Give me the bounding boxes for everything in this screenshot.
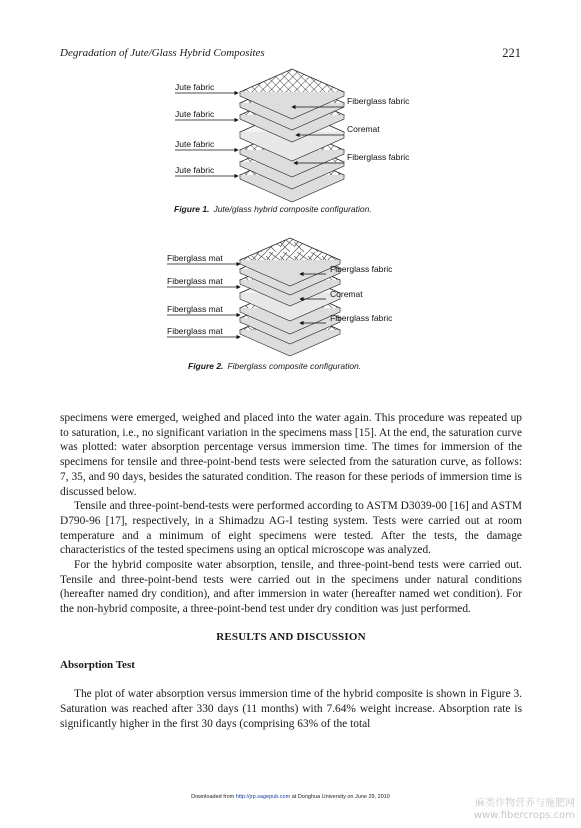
fig2-left-label: Fiberglass mat bbox=[167, 253, 223, 263]
figure-2 bbox=[0, 238, 581, 378]
fig1-left-label: Jute fabric bbox=[175, 139, 215, 149]
figure-1-diagram bbox=[0, 72, 581, 220]
ply-stack bbox=[240, 69, 344, 202]
fig2-right-label: Fiberglass fabric bbox=[330, 264, 393, 274]
ply-stack bbox=[240, 238, 340, 356]
fig1-right-label: Fiberglass fabric bbox=[347, 152, 410, 162]
figure-1-caption-label: Figure 1. bbox=[174, 204, 210, 214]
fig2-left-label: Fiberglass mat bbox=[167, 276, 223, 286]
fig2-left-label: Fiberglass mat bbox=[167, 326, 223, 336]
paragraph: For the hybrid composite water absorption, tensile, and three-point-bend tests were carried out. Tensile and three-point-bend tests were carried out in the specimens under natural conditions (hereafter named dry condition), and after immersion in water (hereafter named wet condition). For the non-hybrid composite, a three-point-bend test under dry condition was just performed. bbox=[60, 559, 522, 616]
figure-2-diagram bbox=[0, 238, 581, 378]
figure-2-caption-label: Figure 2. bbox=[188, 361, 224, 371]
fig2-left-label: Fiberglass mat bbox=[167, 304, 223, 314]
watermark-line: www.fibercrops.com bbox=[473, 810, 575, 821]
figure-1-caption bbox=[174, 204, 372, 214]
footer-suffix: at Donghua University on June 29, 2010 bbox=[290, 794, 390, 800]
figure-2-caption-text: Fiberglass composite configuration. bbox=[227, 361, 362, 371]
body-text bbox=[60, 411, 522, 731]
figure-1-caption-text: Jute/glass hybrid composite configuration. bbox=[213, 204, 372, 214]
fig2-right-label: Fiberglass fabric bbox=[330, 313, 393, 323]
footer-link[interactable]: http://jrp.sagepub.com bbox=[235, 794, 291, 800]
running-title: Degradation of Jute/Glass Hybrid Composites bbox=[60, 47, 265, 59]
paragraph: Tensile and three-point-bend-tests were performed according to ASTM D3039-00 [16] and ASTM D790-96 [17], respectively, in a Shimadzu AG-I testing system. Tests were carried out at room temperature and a minimum of eight specimens were tested. After the tests, the damage characteristics of the tested specimens using an optical microscope was analyzed. bbox=[60, 500, 522, 557]
paragraph: specimens were emerged, weighed and placed into the water again. This procedure was repeated up to saturation, i.e., no significant variation in the specimens mass [15]. At the end, the saturation curve was plotted: water absorption percentage versus immersion time. The times for immersion of the specimens for tensile and three-point-bend tests were selected from the saturation curve, as follows: 7, 35, and 90 days, besides the saturated condition. The reason for these periods of immersion time is discussed below. bbox=[60, 412, 522, 498]
paragraph: The plot of water absorption versus immersion time of the hybrid composite is shown in Figure 3. Saturation was reached after 330 days (11 months) with 7.64% weight increase. Absorption rate is significantly higher in the first 30 days (comprising 63% of the total bbox=[60, 688, 522, 730]
fig2-right-label: Coremat bbox=[330, 289, 363, 299]
fig1-left-label: Jute fabric bbox=[175, 82, 215, 92]
fig1-right-label: Fiberglass fabric bbox=[347, 96, 410, 106]
fig1-left-label: Jute fabric bbox=[175, 165, 215, 175]
watermark-line: 麻类作物营养与施肥网 bbox=[475, 798, 575, 809]
subsection-heading: Absorption Test bbox=[60, 658, 135, 671]
section-heading: RESULTS AND DISCUSSION bbox=[216, 630, 366, 643]
fig1-left-label: Jute fabric bbox=[175, 109, 215, 119]
page-header bbox=[60, 47, 521, 63]
footer-prefix: Downloaded from bbox=[191, 794, 236, 800]
figure-1 bbox=[0, 72, 581, 220]
page-number: 221 bbox=[502, 46, 521, 60]
fig1-right-label: Coremat bbox=[347, 124, 380, 134]
figure-2-caption bbox=[188, 361, 361, 371]
site-watermark bbox=[474, 798, 575, 822]
